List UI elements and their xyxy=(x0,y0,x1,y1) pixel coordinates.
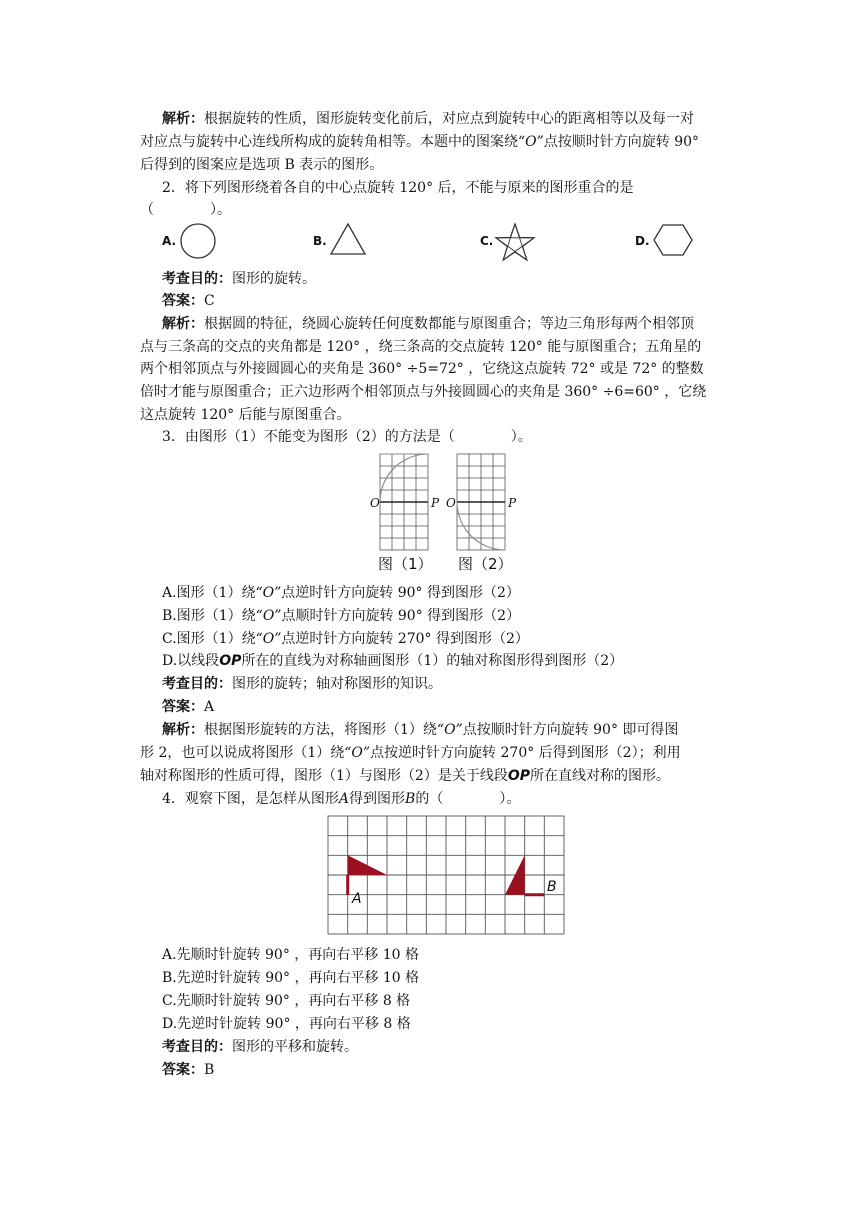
q4-stem-shape-b: B xyxy=(405,791,416,807)
q3-analysis-text-3a: 轴对称图形的性质可得，图形（1）与图形（2）是关于线段 xyxy=(140,768,508,784)
q3-opt-a-text: A.图形（1）绕 xyxy=(162,585,256,601)
q1-analysis-label: 解析： xyxy=(162,111,204,127)
star-shape xyxy=(495,222,539,262)
q3-analysis-text-2b: 点按逆时针方向旋转 270° 后得到图形（2）；利用 xyxy=(370,745,681,761)
q3-fig2-label-p: P xyxy=(508,496,517,510)
q3-fig1-caption: 图（1） xyxy=(378,555,433,573)
q3-opt-d-text: D.以线段 xyxy=(162,653,220,669)
q3-opt-c-text: C.图形（1）绕 xyxy=(162,631,256,647)
q3-purpose-text: 图形的旋转；轴对称图形的知识。 xyxy=(232,676,442,692)
q3-analysis-line-1 xyxy=(162,719,678,741)
q2-analysis-line-4: 倍时才能与原图重合；正六边形两个相邻顶点与外接圆圆心的夹角是 360° ÷6=60° ，它绕 xyxy=(140,384,707,400)
q4-answer-label: 答案： xyxy=(162,1062,204,1078)
q3-analysis-text-3b: 所在直线对称的图形。 xyxy=(530,768,670,784)
q4-stem-text-a: 4．观察下图，是怎样从图形 xyxy=(162,791,339,807)
q3-answer-value: A xyxy=(204,699,215,715)
q1-analysis-line-1 xyxy=(162,108,694,130)
q4-option-d: D.先逆时针旋转 90° ，再向右平移 8 格 xyxy=(162,1016,411,1032)
q2-purpose-text: 图形的旋转。 xyxy=(232,271,316,287)
q4-label-b: B xyxy=(547,879,557,895)
q2-purpose-label: 考查目的： xyxy=(162,271,232,287)
q4-stem-text-c: 的（ ）。 xyxy=(415,791,521,807)
q2-analysis-line-5: 这点旋转 120° 后能与原图重合。 xyxy=(140,407,351,423)
q4-purpose-label: 考查目的： xyxy=(162,1039,232,1055)
q3-option-b xyxy=(162,605,520,627)
q3-opt-c-point: “O” xyxy=(255,631,282,647)
q3-opt-b-point: “O” xyxy=(255,608,282,624)
q2-answer-label: 答案： xyxy=(162,293,204,309)
q3-analysis-label: 解析： xyxy=(162,722,204,738)
q3-fig1-label-o: O xyxy=(370,496,380,510)
q4-option-a: A.先顺时针旋转 90° ，再向右平移 10 格 xyxy=(162,947,419,963)
q3-opt-a-text-2: 点逆时针方向旋转 90° 得到图形（2） xyxy=(281,585,520,601)
q3-answer xyxy=(162,696,214,718)
q4-answer xyxy=(162,1059,214,1081)
q1-point-o: “O” xyxy=(518,134,544,150)
q2-option-b-label: B. xyxy=(313,234,327,248)
q3-option-a xyxy=(162,582,520,604)
q4-purpose xyxy=(162,1036,358,1058)
q4-stem xyxy=(162,788,520,810)
q3-opt-c-text-2: 点逆时针方向旋转 270° 得到图形（2） xyxy=(281,631,529,647)
q3-analysis-point-2: “O” xyxy=(344,745,371,761)
q4-option-c: C.先顺时针旋转 90° ，再向右平移 8 格 xyxy=(162,993,411,1009)
q3-opt-b-text: B.图形（1）绕 xyxy=(162,608,256,624)
triangle-shape xyxy=(330,222,370,258)
q3-option-d xyxy=(162,650,623,672)
hexagon-shape xyxy=(653,224,695,258)
q1-analysis-text-2b: 点按顺时针方向旋转 90° xyxy=(543,134,700,150)
q3-opt-d-text-2: 所在的直线为对称轴画图形（1）的轴对称图形得到图形（2） xyxy=(241,653,624,669)
q2-analysis-line-1 xyxy=(162,313,694,335)
q3-analysis-line-2 xyxy=(140,742,681,764)
q3-analysis-text-1b: 点按顺时针方向旋转 90° 即可得图 xyxy=(462,722,679,738)
q3-answer-label: 答案： xyxy=(162,699,204,715)
q4-label-a: A xyxy=(352,891,362,907)
q1-analysis-text-1: 根据旋转的性质，图形旋转变化前后，对应点到旋转中心的距离相等以及每一对 xyxy=(204,111,694,127)
q2-purpose xyxy=(162,268,316,290)
q4-purpose-text: 图形的平移和旋转。 xyxy=(232,1039,358,1055)
q3-purpose-label: 考查目的： xyxy=(162,676,232,692)
q2-analysis-line-2: 点与三条高的交点的夹角都是 120° ，绕三条高的交点旋转 120° 能与原图重合；五角星的 xyxy=(140,339,702,355)
q3-opt-b-text-2: 点顺时针方向旋转 90° 得到图形（2） xyxy=(281,608,521,624)
q1-analysis-line-2 xyxy=(140,131,699,153)
q3-opt-a-point: “O” xyxy=(255,585,282,601)
q3-option-c xyxy=(162,628,529,650)
q2-analysis-text-1: 根据圆的特征，绕圆心旋转任何度数都能与原图重合；等边三角形每两个相邻顶 xyxy=(204,316,694,332)
q3-analysis-segment: OP xyxy=(507,768,530,784)
q4-answer-value: B xyxy=(204,1062,215,1078)
q3-analysis-line-3 xyxy=(140,765,670,787)
q3-opt-d-segment: OP xyxy=(219,653,242,669)
q2-option-d-label: D. xyxy=(635,234,650,248)
q2-analysis-line-3: 两个相邻顶点与外接圆圆心的夹角是 360° ÷5=72° ，它绕这点旋转 72° 或是 72° 的整数 xyxy=(140,361,704,377)
q3-fig2-label-o: O xyxy=(446,496,456,510)
q4-stem-text-b: 得到图形 xyxy=(349,791,406,807)
q3-fig2-caption: 图（2） xyxy=(458,555,513,573)
q4-stem-shape-a: A xyxy=(338,791,350,807)
q3-analysis-point-1: “O” xyxy=(436,722,463,738)
circle-shape xyxy=(178,222,220,262)
q3-analysis-text-1a: 根据图形旋转的方法，将图形（1）绕 xyxy=(204,722,437,738)
q2-answer xyxy=(162,290,215,312)
q2-analysis-label: 解析： xyxy=(162,316,204,332)
q3-stem: 3．由图形（1）不能变为图形（2）的方法是（ ）。 xyxy=(162,429,532,445)
q2-option-a-label: A. xyxy=(162,234,177,248)
q3-analysis-text-2a: 形 2，也可以说成将图形（1）绕 xyxy=(140,745,345,761)
q2-answer-value: C xyxy=(204,293,215,309)
q2-stem-line-2: （ ）。 xyxy=(140,202,231,218)
q1-analysis-line-3: 后得到的图案应是选项 B 表示的图形。 xyxy=(140,157,384,173)
q2-option-c-label: C. xyxy=(480,234,494,248)
q4-grid-figure xyxy=(326,814,566,938)
q3-fig1-label-p: P xyxy=(431,496,440,510)
q1-analysis-text-2: 对应点与旋转中心连线所构成的旋转角相等。本题中的图案绕 xyxy=(140,134,518,150)
q2-stem-line-1: 2．将下列图形绕着各自的中心点旋转 120° 后，不能与原来的图形重合的是 xyxy=(162,180,634,196)
q4-option-b: B.先逆时针旋转 90° ，再向右平移 10 格 xyxy=(162,970,420,986)
q3-purpose xyxy=(162,673,442,695)
